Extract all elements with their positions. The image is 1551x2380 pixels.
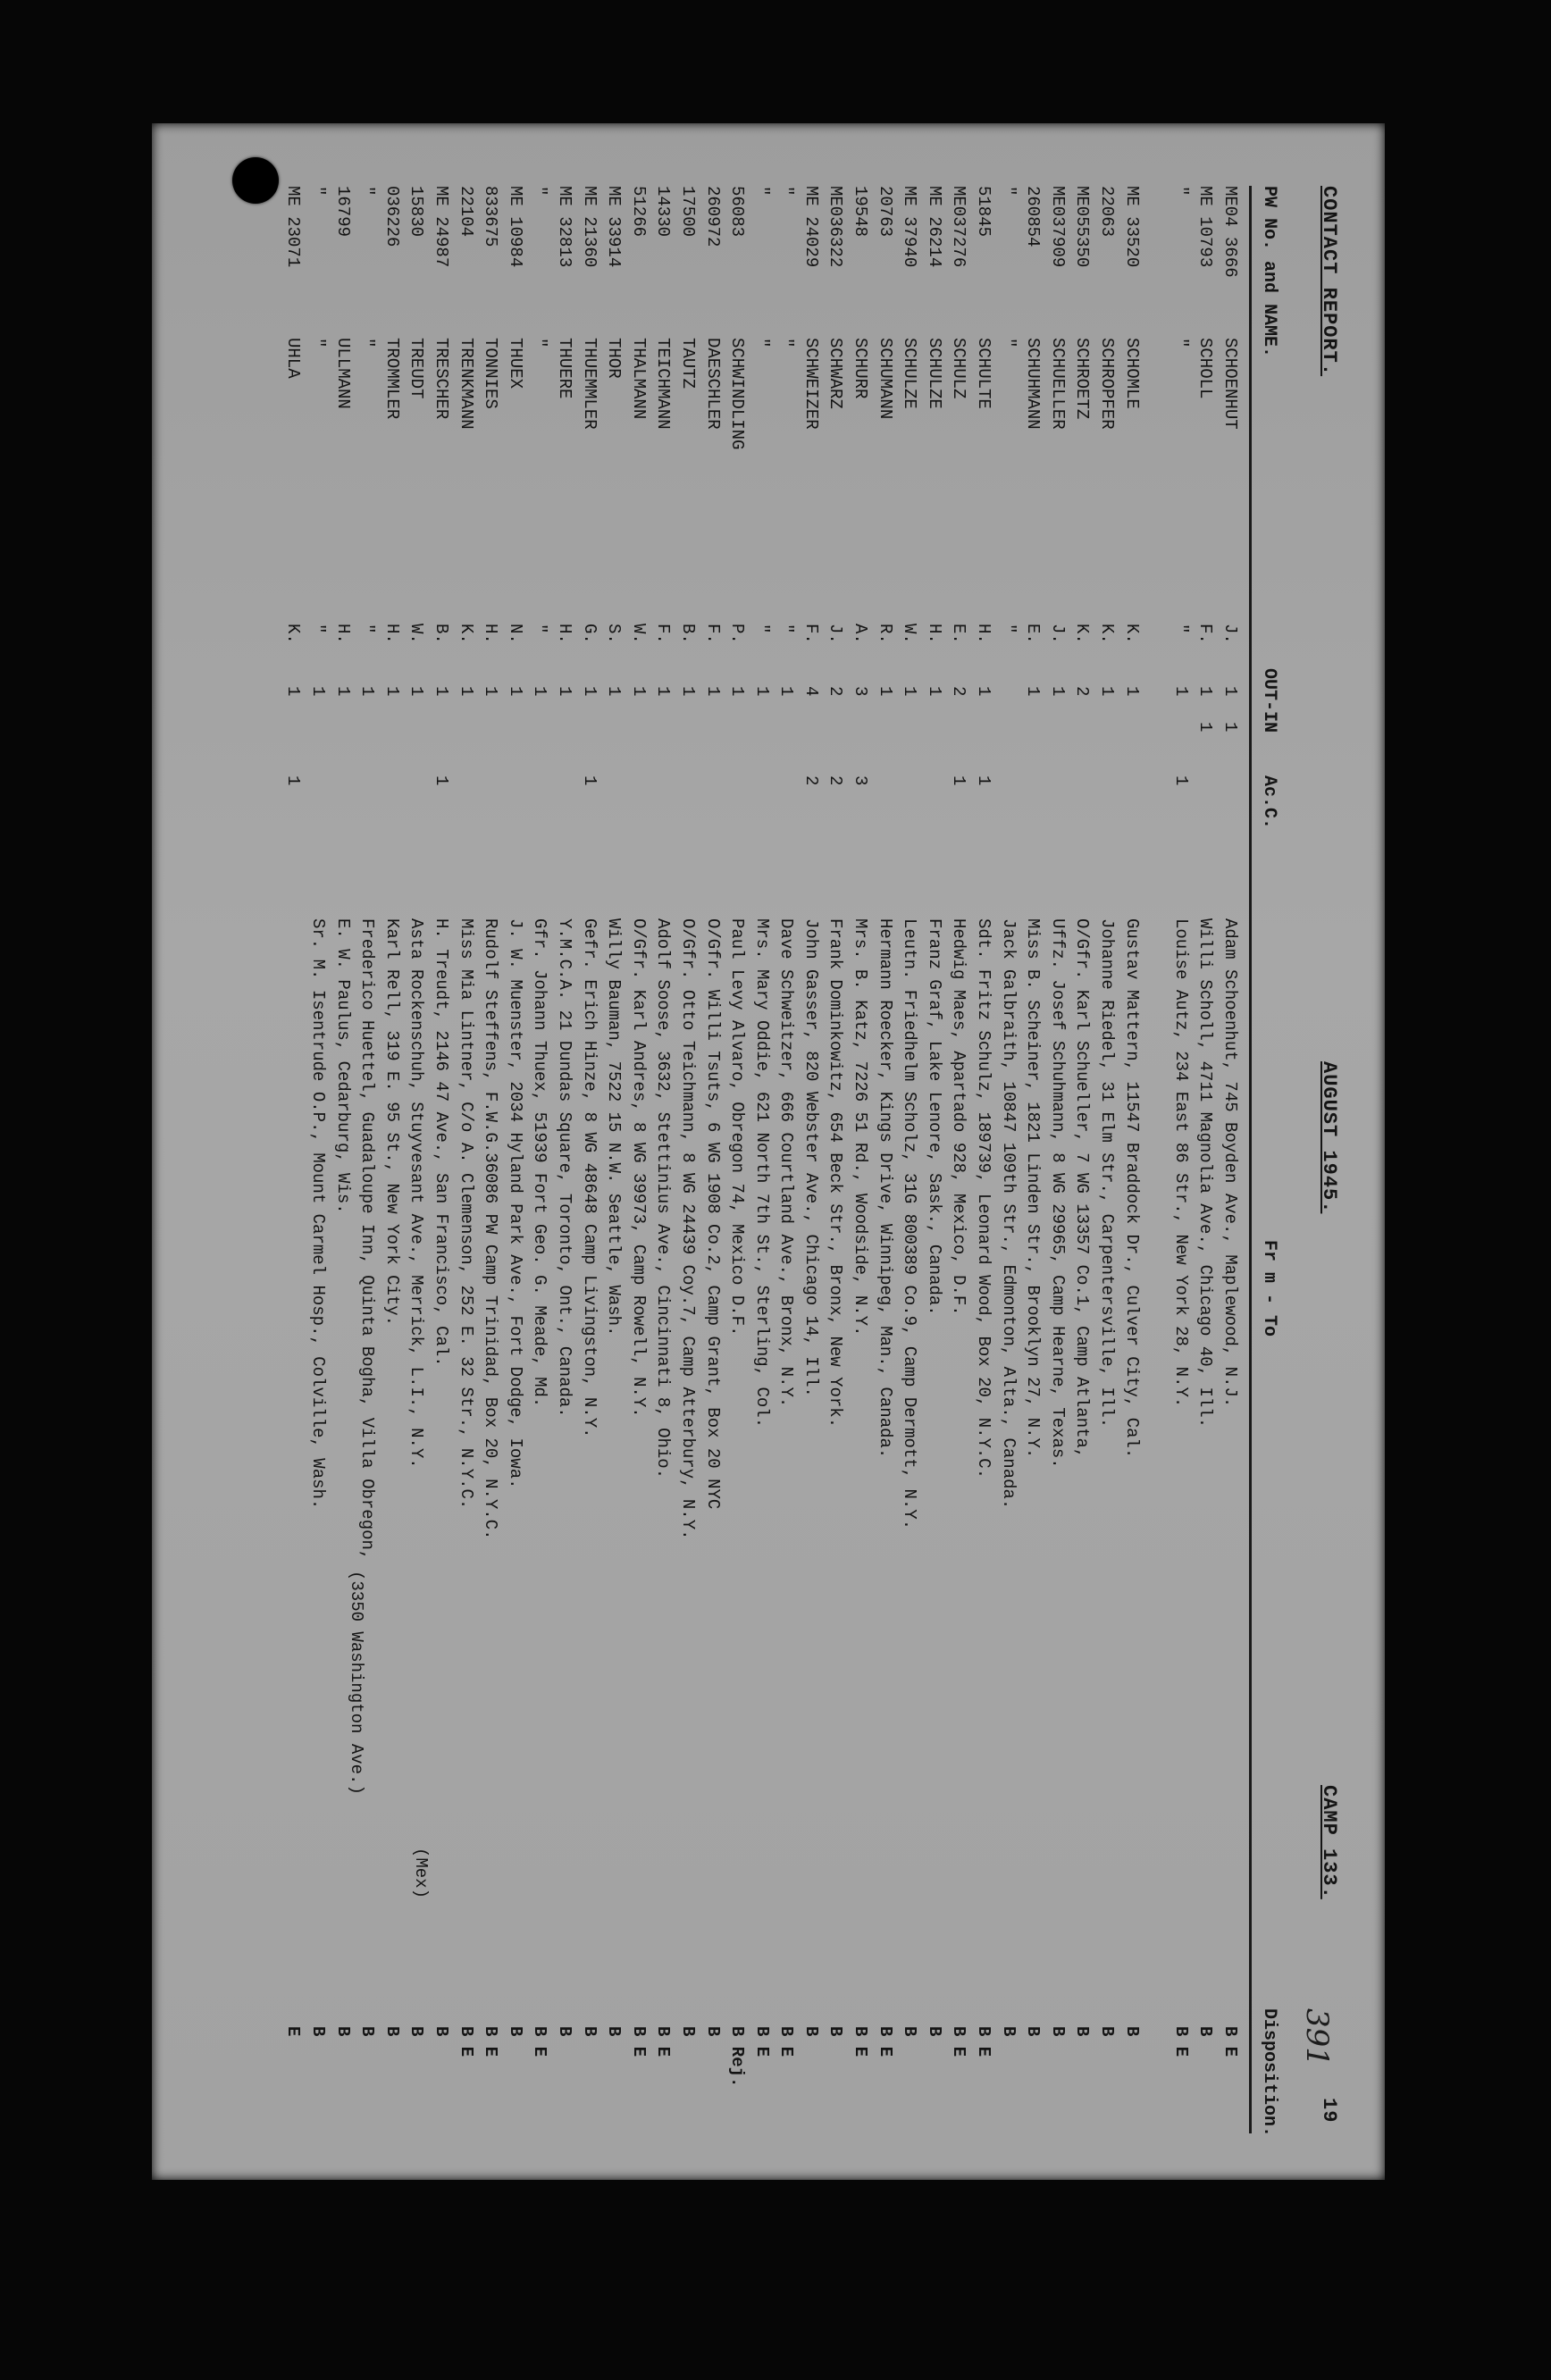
cell-init: H. <box>481 624 501 644</box>
cell-name: ULLMANN <box>332 338 353 409</box>
cell-disp: B E <box>949 2026 969 2057</box>
table-row <box>1020 186 1045 2133</box>
table-row <box>749 186 774 2133</box>
cell-addr: O/Gfr. Karl Andres, 8 WG 39973, Camp Rowell, N.Y. <box>628 918 649 1418</box>
cell-name: SCHWEIZER <box>801 338 821 430</box>
cell-out: 1 <box>604 686 625 697</box>
cell-init: P. <box>727 624 748 644</box>
cell-out: 1 <box>579 686 599 697</box>
cell-addr: O/Gfr. Karl Schueller, 7 WG 13357 Co.1, Camp Atlanta, <box>1072 918 1093 1459</box>
cell-addr: Asta Rockenschuh, Stuyvesant Ave., Merrick, L.I., N.Y. <box>407 918 427 1469</box>
cell-init: F. <box>653 624 674 644</box>
cell-name: SCHOMLE <box>1121 338 1142 409</box>
cell-name: SCHWINDLING <box>727 338 748 450</box>
cell-disp: B E <box>481 2026 501 2057</box>
cell-name: " <box>751 338 772 348</box>
table-row <box>1044 186 1069 2133</box>
cell-init: " <box>357 624 378 634</box>
cell-disp: B <box>604 2026 625 2037</box>
cell-out: 1 <box>357 686 378 697</box>
cell-init: K. <box>1121 624 1142 644</box>
cell-name: THOR <box>604 338 625 379</box>
cell-addr: J. W. Muenster, 2034 Hyland Park Ave., Fort Dodge, Iowa. <box>505 918 525 1489</box>
cell-pw: ME 21360 <box>579 186 599 268</box>
cell-out: 1 <box>924 686 944 697</box>
cell-init: F. <box>1195 624 1216 644</box>
cell-out: 1 <box>1047 686 1068 697</box>
cell-disp: B <box>1047 2026 1068 2037</box>
cell-init: " <box>530 624 550 634</box>
cell-ac: 2 <box>826 775 846 786</box>
cell-init: J. <box>1220 624 1240 644</box>
cell-init: " <box>308 624 329 634</box>
cell-out: 1 <box>432 686 451 697</box>
cell-pw: 22063 <box>1097 186 1118 238</box>
cell-out: 1 <box>727 686 748 697</box>
cell-out: 1 <box>283 686 304 697</box>
table-row <box>1144 186 1169 2133</box>
cell-disp: B E <box>530 2026 550 2057</box>
cell-out: 4 <box>801 686 821 697</box>
cell-disp: B <box>554 2026 574 2037</box>
cell-out: 1 <box>776 686 797 697</box>
table-row <box>1119 186 1144 2133</box>
cell-ac: 1 <box>283 775 304 786</box>
cell-pw: 17500 <box>677 186 698 238</box>
cell-out: 1 <box>505 686 525 697</box>
cell-out: 1 <box>481 686 501 697</box>
cell-name: THUERE <box>554 338 574 399</box>
table-row <box>502 186 527 2133</box>
cell-disp: B <box>826 2026 846 2037</box>
cell-init: H. <box>974 624 994 644</box>
cell-out: 1 <box>653 686 674 697</box>
cell-pw: ME 33914 <box>604 186 625 268</box>
cell-addr: Sr. M. Isentrude O.P., Mount Carmel Hosp., Colville, Wash. <box>308 918 329 1510</box>
note-washington: (3350 Washington Ave.) <box>347 1571 366 1795</box>
cell-pw: " <box>530 186 550 197</box>
cell-ac: 3 <box>851 775 871 786</box>
cell-init: E. <box>1023 624 1044 644</box>
cell-pw: " <box>357 186 378 197</box>
cell-pw: 15830 <box>407 186 427 238</box>
table-row <box>848 186 873 2133</box>
cell-name: SCHOLL <box>1195 338 1216 399</box>
cell-pw: ME 37940 <box>900 186 920 268</box>
cell-disp: B E <box>1170 2026 1191 2057</box>
report-rows <box>281 186 1242 2133</box>
table-row <box>1094 186 1119 2133</box>
cell-init: J. <box>826 624 846 644</box>
cell-addr: Uffz. Josef Schuhmann, 8 WG 29965, Camp Hearne, Texas. <box>1047 918 1068 1469</box>
cell-name: SCHULZE <box>924 338 944 409</box>
cell-init: K. <box>283 624 304 644</box>
cell-name: SCHULTE <box>974 338 994 409</box>
cell-pw: 19548 <box>851 186 871 238</box>
cell-name: SCHROETZ <box>1072 338 1093 420</box>
cell-addr: Y.M.C.A. 21 Dundas Square, Toronto, Ont., Canada. <box>554 918 574 1418</box>
cell-out: 1 <box>407 686 427 697</box>
cell-out: 1 <box>530 686 550 697</box>
cell-init: H. <box>554 624 574 644</box>
cell-addr: H. Treudt, 2146 47 Ave., San Francisco, Cal. <box>432 918 451 1367</box>
cell-disp: B <box>1072 2026 1093 2037</box>
cell-init: " <box>1170 624 1191 634</box>
cell-init: K. <box>1072 624 1093 644</box>
table-row <box>601 186 626 2133</box>
cell-pw: ME 33520 <box>1121 186 1142 268</box>
cell-pw: 56083 <box>727 186 748 238</box>
table-row <box>527 186 552 2133</box>
cell-pw: 16799 <box>332 186 353 238</box>
cell-pw: 14330 <box>653 186 674 238</box>
cell-init: B. <box>677 624 698 644</box>
cell-disp: B <box>308 2026 329 2037</box>
cell-inn: 1 <box>1195 722 1216 733</box>
cell-out: 1 <box>381 686 402 697</box>
cell-out: 1 <box>875 686 895 697</box>
cell-ac: 1 <box>949 775 969 786</box>
column-headers <box>1249 186 1285 2138</box>
cell-name: TREUDT <box>407 338 427 399</box>
cell-pw: ME 24029 <box>801 186 821 268</box>
cell-out: 1 <box>1195 686 1216 697</box>
table-row <box>355 186 380 2133</box>
cell-out: 1 <box>1170 686 1191 697</box>
cell-init: G. <box>579 624 599 644</box>
cell-pw: " <box>751 186 772 197</box>
cell-addr: Louise Autz, 234 East 86 Str., New York 28, N.Y. <box>1170 918 1191 1408</box>
cell-addr: O/Gfr. Otto Teichmann, 8 WG 24439 Coy.7, Camp Atterbury, N.Y. <box>677 918 698 1540</box>
note-mex: (Mex) <box>411 1848 431 1899</box>
cell-addr: Paul Levy Alvaro, Obregon 74, Mexico D.F. <box>727 918 748 1337</box>
cell-init: H. <box>924 624 944 644</box>
cell-init: " <box>998 624 1019 634</box>
table-row <box>1217 186 1242 2133</box>
cell-pw: " <box>308 186 329 197</box>
cell-addr: Mrs. Mary Oddie, 621 North 7th St., Sterling, Col. <box>751 918 772 1429</box>
cell-pw: ME 26214 <box>924 186 944 268</box>
cell-addr: Frederico Huettel, Guadaloupe Inn, Quinta Bogha, Villa Obregon, <box>357 918 378 1561</box>
cell-name: TRESCHER <box>432 338 451 420</box>
cell-init: W. <box>407 624 427 644</box>
table-row <box>872 186 897 2133</box>
cell-out: 1 <box>900 686 920 697</box>
cell-init: " <box>751 624 772 634</box>
cell-init: F. <box>801 624 821 644</box>
cell-name: SCHUELLER <box>1047 338 1068 430</box>
cell-addr: Rudolf Steffens, F.W.G.36086 PW Camp Trinidad, Box 20, N.Y.C. <box>481 918 501 1540</box>
cell-name: TEICHMANN <box>653 338 674 430</box>
table-row <box>576 186 601 2133</box>
cell-out: 3 <box>851 686 871 697</box>
cell-addr: John Gasser, 820 Webster Ave., Chicago 14, Ill. <box>801 918 821 1397</box>
table-row <box>281 186 306 2133</box>
cell-out: 2 <box>1072 686 1093 697</box>
cell-disp: B E <box>974 2026 994 2057</box>
cell-addr: Miss B. Scheiner, 1821 Linden Str., Brooklyn 27, N.Y. <box>1023 918 1044 1459</box>
cell-out: 1 <box>1023 686 1044 697</box>
table-row <box>897 186 922 2133</box>
cell-addr: Johanne Riedel, 31 Elm Str., Carpentersville, Ill. <box>1097 918 1118 1429</box>
cell-pw: ME037909 <box>1047 186 1068 268</box>
cell-addr: Willi Scholl, 4711 Magnolia Ave., Chicago 40, Ill. <box>1195 918 1216 1429</box>
cell-name: SCHUMANN <box>875 338 895 420</box>
cell-pw: " <box>776 186 797 197</box>
cell-addr: Gefr. Erich Hinze, 8 WG 48648 Camp Livingston, N.Y. <box>579 918 599 1438</box>
cell-disp: B <box>579 2026 599 2037</box>
cell-pw: 22104 <box>456 186 476 238</box>
cell-out: 2 <box>949 686 969 697</box>
cell-out: 1 <box>456 686 476 697</box>
cell-addr: Willy Bauman, 7522 15 N.W. Seattle, Wash. <box>604 918 625 1337</box>
cell-name: SCHWARZ <box>826 338 846 409</box>
cell-name: THALMANN <box>628 338 649 420</box>
cell-name: SCHROPFER <box>1097 338 1118 430</box>
cell-init: A. <box>851 624 871 644</box>
col-disposition: Disposition. <box>1259 2008 1279 2138</box>
cell-name: THUEMMLER <box>579 338 599 430</box>
cell-out: 1 <box>554 686 574 697</box>
cell-addr: Hedwig Maes, Apartado 928, Mexico, D.F. <box>949 918 969 1316</box>
cell-name: " <box>530 338 550 348</box>
table-row <box>921 186 946 2133</box>
table-row <box>379 186 404 2133</box>
cell-addr: Gustav Mattern, 11547 Braddock Dr., Culver City, Cal. <box>1121 918 1142 1459</box>
cell-name: TAUTZ <box>677 338 698 390</box>
table-row <box>428 186 453 2133</box>
report-header <box>1294 186 1340 2133</box>
cell-name: " <box>308 338 329 348</box>
cell-out: 1 <box>1220 686 1240 697</box>
handwritten-number: 391 <box>1299 2008 1335 2066</box>
cell-disp: B <box>505 2026 525 2037</box>
table-row <box>995 186 1020 2133</box>
cell-disp: B <box>924 2026 944 2037</box>
table-row <box>823 186 848 2133</box>
table-row <box>650 186 675 2133</box>
table-row <box>970 186 995 2133</box>
cell-disp: B E <box>456 2026 476 2057</box>
cell-addr: Dave Schweitzer, 666 Courtland Ave., Bronx, N.Y. <box>776 918 797 1408</box>
cell-disp: B E <box>875 2026 895 2057</box>
cell-addr: Miss Mia Lintner, C/o A. Clemenson, 252 E. 32 Str., N.Y.C. <box>456 918 476 1510</box>
cell-name: THUEX <box>505 338 525 390</box>
cell-out: 1 <box>677 686 698 697</box>
cell-name: " <box>1170 338 1191 348</box>
cell-addr: Gfr. Johann Thuex, 51939 Fort Geo. G. Meade, Md. <box>530 918 550 1408</box>
cell-addr: Hermann Roecker, Kings Drive, Winnipeg, Man., Canada. <box>875 918 895 1459</box>
cell-out: 1 <box>1097 686 1118 697</box>
cell-name: SCHURR <box>851 338 871 399</box>
cell-out: 1 <box>332 686 353 697</box>
table-row <box>1168 186 1193 2133</box>
report-title: CONTACT REPORT. <box>1318 186 1340 377</box>
cell-pw: ME 23071 <box>283 186 304 268</box>
cell-disp: B <box>1023 2026 1044 2037</box>
cell-pw: " <box>998 186 1019 197</box>
page-number: 19 <box>1318 2098 1340 2124</box>
cell-init: W. <box>900 624 920 644</box>
cell-init: J. <box>1047 624 1068 644</box>
cell-init: S. <box>604 624 625 644</box>
cell-name: " <box>998 338 1019 348</box>
camp-number: CAMP 133. <box>1318 1785 1340 1899</box>
cell-ac: 2 <box>801 775 821 786</box>
cell-disp: B E <box>751 2026 772 2057</box>
cell-pw: 036226 <box>381 186 402 247</box>
cell-disp: B E <box>1220 2026 1240 2057</box>
cell-init: R. <box>875 624 895 644</box>
cell-pw: 260854 <box>1023 186 1044 247</box>
cell-disp: B <box>1195 2026 1216 2037</box>
cell-disp: B <box>1097 2026 1118 2037</box>
cell-addr: Jack Galbraith, 10847 109th Str., Edmonton, Alta., Canada. <box>998 918 1019 1510</box>
cell-name: SCHOENHUT <box>1220 338 1240 430</box>
report-date: AUGUST 1945. <box>1318 1061 1340 1214</box>
cell-inn: 1 <box>1220 722 1240 733</box>
cell-init: " <box>776 624 797 634</box>
cell-disp: B <box>407 2026 427 2037</box>
cell-pw: 51266 <box>628 186 649 238</box>
cell-disp: B <box>332 2026 353 2037</box>
cell-out: 1 <box>974 686 994 697</box>
cell-pw: ME04 3666 <box>1220 186 1240 278</box>
cell-disp: B E <box>776 2026 797 2057</box>
cell-init: N. <box>505 624 525 644</box>
cell-pw: ME 32813 <box>554 186 574 268</box>
table-row <box>774 186 799 2133</box>
cell-pw: ME 24987 <box>432 186 451 268</box>
cell-addr: Leutn. Friedhelm Scholz, 31G 800389 Co.9, Camp Dermott, N.Y. <box>900 918 920 1530</box>
cell-name: " <box>776 338 797 348</box>
col-ac: Ac.C. <box>1259 775 1279 830</box>
cell-disp: B E <box>851 2026 871 2057</box>
table-row <box>798 186 823 2133</box>
cell-init: K. <box>456 624 476 644</box>
cell-ac: 1 <box>1170 775 1191 786</box>
cell-init: F. <box>702 624 723 644</box>
cell-addr: Mrs. B. Katz, 7226 51 Rd., Woodside, N.Y. <box>851 918 871 1337</box>
cell-name: SCHUHMANN <box>1023 338 1044 430</box>
cell-init: H. <box>381 624 402 644</box>
table-row <box>404 186 429 2133</box>
cell-ac: 1 <box>974 775 994 786</box>
cell-disp: B Rej. <box>727 2026 748 2088</box>
cell-disp: B <box>381 2026 402 2037</box>
cell-addr: Karl Rell, 319 E. 95 St., New York City. <box>381 918 402 1327</box>
table-row <box>551 186 576 2133</box>
table-row <box>1193 186 1218 2133</box>
col-pw-name: PW No. and NAME. <box>1259 186 1279 358</box>
cell-name: " <box>357 338 378 348</box>
col-from-to: Fr m - To <box>1259 1240 1279 1337</box>
cell-init: K. <box>1097 624 1118 644</box>
cell-disp: B <box>900 2026 920 2037</box>
cell-addr: Sdt. Fritz Schulz, 189739, Leonard Wood, Box 20, N.Y.C. <box>974 918 994 1479</box>
cell-addr: Franz Graf, Lake Lenore, Sask., Canada. <box>924 918 944 1316</box>
cell-name: TONNIES <box>481 338 501 409</box>
cell-addr: E. W. Paulus, Cedarburg, Wis. <box>332 918 353 1214</box>
cell-addr: Adolf Soose, 3632, Stettinius Ave., Cincinnati 8, Ohio. <box>653 918 674 1479</box>
cell-init: W. <box>628 624 649 644</box>
cell-disp: B <box>801 2026 821 2037</box>
cell-out: 1 <box>1121 686 1142 697</box>
cell-name: DAESCHLER <box>702 338 723 430</box>
cell-addr: Adam Schoenhut, 745 Boyden Ave., Maplewood, N.J. <box>1220 918 1240 1408</box>
cell-disp: B <box>677 2026 698 2037</box>
cell-pw: 51845 <box>974 186 994 238</box>
cell-out: 1 <box>702 686 723 697</box>
cell-disp: B E <box>628 2026 649 2057</box>
cell-pw: ME 10984 <box>505 186 525 268</box>
cell-pw: ME 10793 <box>1195 186 1216 268</box>
cell-disp: B <box>357 2026 378 2037</box>
cell-out: 1 <box>628 686 649 697</box>
cell-name: SCHULZE <box>900 338 920 409</box>
cell-out: 1 <box>308 686 329 697</box>
cell-pw: " <box>1170 186 1191 197</box>
cell-pw: 20763 <box>875 186 895 238</box>
table-row <box>330 186 355 2133</box>
cell-pw: ME036322 <box>826 186 846 268</box>
cell-disp: B <box>702 2026 723 2037</box>
cell-disp: B <box>432 2026 451 2037</box>
cell-addr: Frank Dominkowitz, 654 Beck Str., Bronx, New York. <box>826 918 846 1429</box>
cell-init: B. <box>432 624 451 644</box>
table-row <box>725 186 750 2133</box>
cell-ac: 1 <box>432 775 451 786</box>
table-row <box>675 186 700 2133</box>
table-row <box>625 186 650 2133</box>
cell-disp: B E <box>653 2026 674 2057</box>
cell-ac: 1 <box>579 775 599 786</box>
contact-report-sheet <box>152 123 1385 2180</box>
cell-name: SCHULZ <box>949 338 969 399</box>
cell-disp: B <box>998 2026 1019 2037</box>
cell-name: TROMMLER <box>381 338 402 420</box>
cell-pw: ME037276 <box>949 186 969 268</box>
table-row <box>478 186 503 2133</box>
table-row <box>946 186 971 2133</box>
table-row <box>453 186 478 2133</box>
cell-name: UHLA <box>283 338 304 379</box>
table-row <box>305 186 330 2133</box>
cell-pw: ME055350 <box>1072 186 1093 268</box>
cell-init: H. <box>332 624 353 644</box>
cell-init: E. <box>949 624 969 644</box>
cell-out: 2 <box>826 686 846 697</box>
cell-addr: O/Gfr. Willi Tsuts, 6 WG 1908 Co.2, Camp Grant, Box 20 NYC <box>702 918 723 1510</box>
cell-disp: B <box>1121 2026 1142 2037</box>
cell-out: 1 <box>751 686 772 697</box>
cell-pw: 260972 <box>702 186 723 247</box>
col-out-in: OUT-IN <box>1259 668 1279 733</box>
cell-name: TRENKMANN <box>456 338 476 430</box>
table-row <box>1069 186 1094 2133</box>
table-row <box>700 186 725 2133</box>
cell-pw: 833675 <box>481 186 501 247</box>
cell-disp: E <box>283 2026 304 2037</box>
